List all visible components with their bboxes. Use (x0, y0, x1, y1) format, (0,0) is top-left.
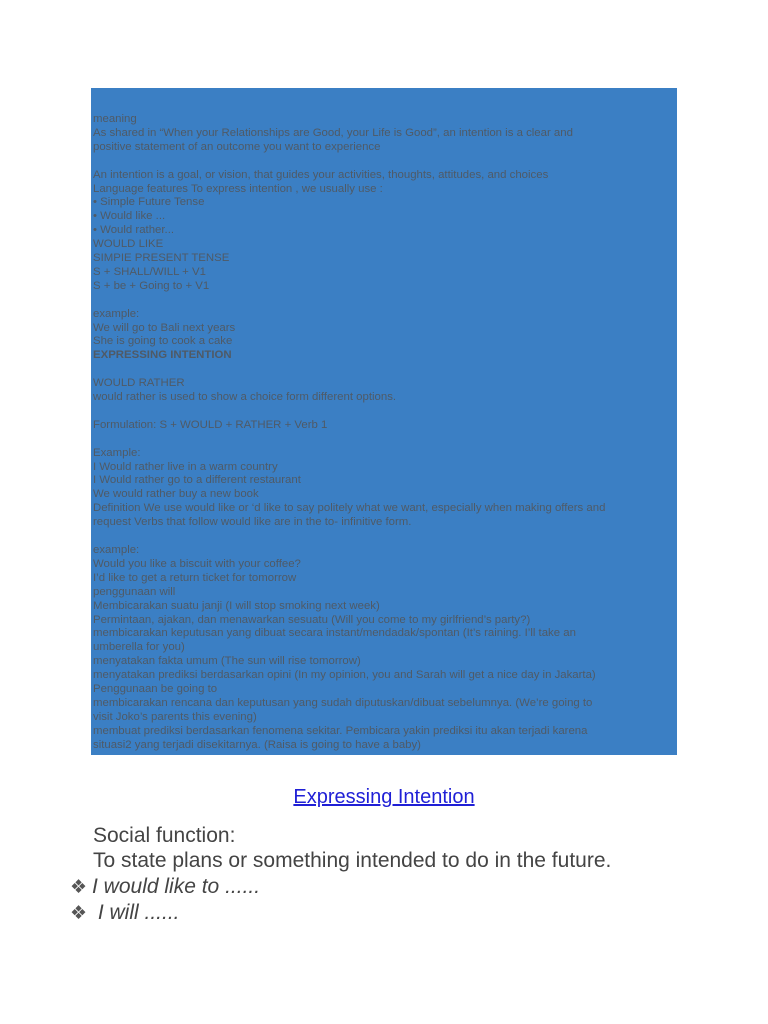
notes-panel (91, 88, 677, 755)
notes-line: WOULD RATHER (93, 377, 185, 390)
notes-line: visit Joko’s parents this evening) (93, 710, 257, 723)
notes-line: menyatakan prediksi berdasarkan opini (In my opinion, you and Sarah will get a nice day in Jakarta) (93, 669, 596, 682)
notes-line: Example: (93, 446, 141, 459)
notes-line: I’d like to get a return ticket for tomorrow (93, 571, 297, 584)
notes-line: EXPRESSING INTENTION (93, 349, 232, 362)
notes-line: Penggunaan be going to (93, 683, 218, 696)
notes-line: meaning (93, 113, 137, 125)
notes-line: S + SHALL/WILL + V1 (93, 265, 206, 278)
notes-line: Would you like a biscuit with your coffee? (93, 557, 301, 570)
notes-line: She is going to cook a cake (93, 335, 233, 348)
notes-line: membicarakan rencana dan keputusan yang sudah diputuskan/dibuat sebelumnya. (We’re going to (93, 696, 593, 709)
notes-line: I Would rather live in a warm country (93, 460, 278, 473)
notes-line: Formulation: S + WOULD + RATHER + Verb 1 (93, 418, 328, 431)
bullet-item-would-like (70, 875, 260, 899)
social-function-text: To state plans or something intended to do in the future. (93, 849, 612, 872)
notes-line: Permintaan, ajakan, dan menawarkan sesuatu (Will you come to my girlfriend’s party?) (93, 613, 531, 626)
notes-line: An intention is a goal, or vision, that guides your activities, thoughts, attitudes, and choices (93, 168, 549, 181)
blank-line (93, 433, 675, 447)
notes-line: example: (93, 544, 140, 556)
blank-line (93, 363, 675, 377)
blank-line (93, 530, 675, 544)
blank-line (93, 405, 675, 419)
bullet-text: I would like to ...... (92, 875, 261, 898)
notes-line: • Would rather... (93, 224, 175, 237)
diamond-bullet-icon: ❖ (70, 902, 88, 924)
notes-line: example: (93, 307, 140, 320)
diamond-bullet-icon: ❖ (70, 876, 88, 898)
notes-line: request Verbs that follow would like are in the to- infinitive form. (93, 516, 412, 529)
notes-line: S + be + Going to + V1 (93, 279, 210, 292)
blank-line (93, 155, 675, 169)
notes-line: membuat prediksi berdasarkan fenomena sekitar. Pembicara yakin prediksi itu akan terjadi karena (93, 724, 588, 737)
bullet-item-will (70, 901, 180, 925)
notes-line: situasi2 yang terjadi disekitarnya. (Raisa is going to have a baby) (93, 738, 421, 751)
notes-line: • Would like ... (93, 210, 166, 223)
notes-line: SIMPIE PRESENT TENSE (93, 252, 230, 265)
notes-line: As shared in “When your Relationships are Good, your Life is Good”, an intention is a clear and (93, 126, 573, 139)
bullet-text: I will ...... (92, 901, 180, 924)
notes-line: penggunaan will (93, 585, 176, 598)
expressing-intention-link[interactable]: Expressing Intention (293, 786, 475, 808)
notes-line: umberella for you) (93, 641, 185, 654)
notes-line: We will go to Bali next years (93, 321, 236, 334)
notes-line: menyatakan fakta umum (The sun will rise tomorrow) (93, 655, 361, 668)
notes-line: WOULD LIKE (93, 238, 164, 251)
notes-line: Language features To express intention , we usually use : (93, 182, 383, 195)
notes-line: Membicarakan suatu janji (I will stop smoking next week) (93, 599, 380, 612)
notes-line: Definition We use would like or ‘d like to say politely what we want, especially when making offers and (93, 502, 606, 515)
notes-line: positive statement of an outcome you want to experience (93, 140, 381, 153)
notes-line: • Simple Future Tense (93, 196, 205, 209)
blank-line (93, 294, 675, 308)
social-function-label: Social function: (93, 824, 236, 847)
notes-line: I Would rather go to a different restaurant (93, 474, 301, 487)
notes-line: We would rather buy a new book (93, 488, 259, 501)
notes-line: membicarakan keputusan yang dibuat secara instant/mendadak/spontan (It’s raining. I’ll take an (93, 627, 576, 640)
notes-line: would rather is used to show a choice form different options. (93, 391, 397, 404)
